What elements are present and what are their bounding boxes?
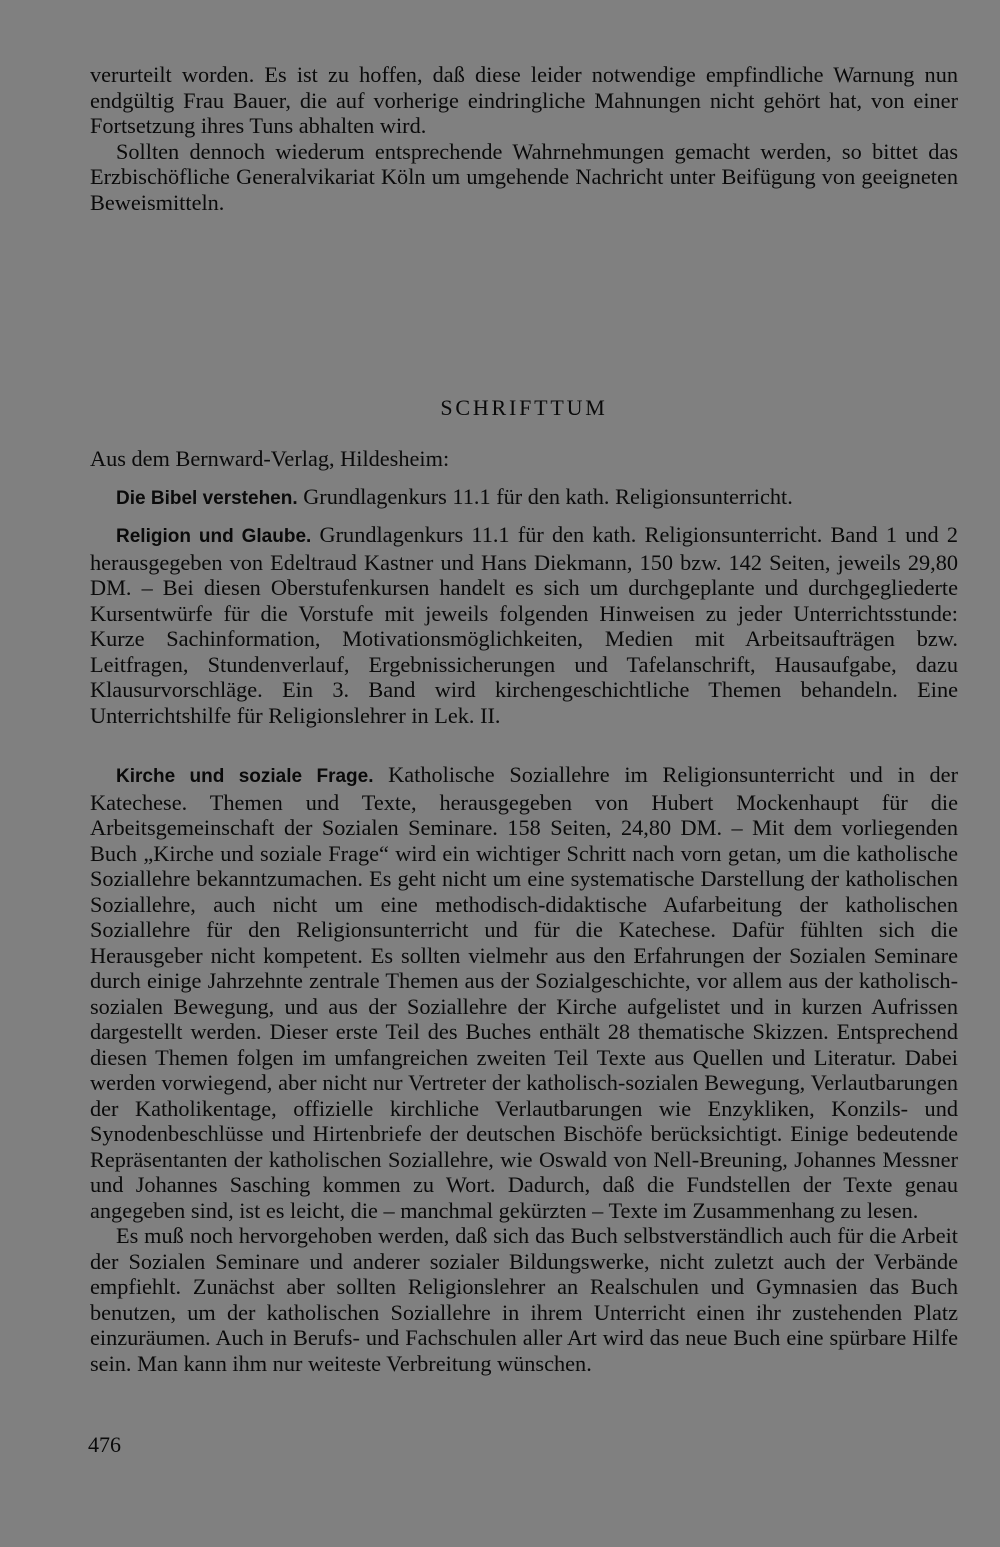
book-title: Kirche und soziale Frage.: [116, 766, 374, 787]
book-description: Katholische Soziallehre im Religionsunterricht und in der Katechese. Themen und Texte, herausgegeben von Hubert Mockenhaupt für die Arbeitsgemeinschaft der Sozialen Seminare. 158 Seiten, 24,80 DM. – Mit dem vorliegenden Buch „Kirche und soziale Frage“ wird ein wichtiger Schritt nach vorn getan, um die katholische Soziallehre bekanntzumachen. Es geht nicht um eine systematische Darstellung der katholischen Soziallehre, auch nicht um eine methodisch-didaktische Aufarbeitung der katholischen Soziallehre für den Religionsunterricht und für die Katechese. Dafür fühlten sich die Herausgeber nicht kompetent. Es sollten vielmehr aus den Erfahrungen der Sozialen Seminare durch einige Jahrzehnte zentrale Themen aus der Sozialgeschichte, vor allem aus der katholisch-sozialen Bewegung, und aus der Soziallehre der Kirche aufgelistet und in kurzen Aufrissen dargestellt werden. Dieser erste Teil des Buches enthält 28 thematische Skizzen. Entsprechend diesen Themen folgen im umfangreichen zweiten Teil Texte aus Quellen und Literatur. Dabei werden vorwiegend, aber nicht nur Vertreter der katholisch-sozialen Bewegung, Verlautbarungen der Katholikentage, offizielle kirchliche Verlautbarungen wie Enzykliken, Konzils- und Synodenbeschlüsse und Hirtenbriefe der deutschen Bischöfe berücksichtigt. Einige bedeutende Repräsentanten der katholischen Soziallehre, wie Oswald von Nell-Breuning, Johannes Messner und Johannes Sasching kommen zu Wort. Dadurch, daß die Fundstellen der Texte genau angegeben sind, ist es leicht, die – manchmal gekürzten – Texte im Zusammenhang zu lesen.: [90, 762, 958, 1223]
book-entry-religion: [90, 522, 958, 728]
intro-paragraph-2: Sollten dennoch wiederum entsprechende Wahrnehmungen gemacht werden, so bittet das Erzbischöfliche Generalvikariat Köln um umgehende Nachricht unter Beifügung von geeigneten Beweismitteln.: [90, 138, 958, 215]
publisher-line: Aus dem Bernward-Verlag, Hildesheim:: [90, 446, 450, 471]
intro-block: [90, 62, 958, 215]
book-description: Grundlagenkurs 11.1 für den kath. Religionsunterricht. Band 1 und 2 herausgegeben von Edeltraud Kastner und Hans Diekmann, 150 bzw. 142 Seiten, jeweils 29,80 DM. – Bei diesen Oberstufenkursen handelt es sich um durchgeplante und durchgegliederte Kursentwürfe für die Vorstufe mit jeweils folgenden Hinweisen zu jeder Unterrichtsstunde: Kurze Sachinformation, Motivationsmöglichkeiten, Medien mit Arbeitsaufträgen bzw. Leitfragen, Stundenverlauf, Ergebnissicherungen und Tafelanschrift, Hausaufgabe, dazu Klausurvorschläge. Ein 3. Band wird kirchengeschichtliche Themen behandeln. Eine Unterrichtshilfe für Religionslehrer in Lek. II.: [90, 522, 959, 728]
book-entry-bibel: [116, 484, 958, 512]
page-number: 476: [88, 1432, 121, 1457]
book-title: Religion und Glaube.: [116, 526, 312, 547]
book-entry-continuation: Es muß noch hervorgehoben werden, daß sich das Buch selbstverständlich auch für die Arbeit der Sozialen Seminare und anderer sozialer Bildungswerke, nicht zuletzt auch der Verbände empfiehlt. Zunächst aber sollten Religionslehrer an Realschulen und Gymnasien das Buch benutzen, um der katholischen Soziallehre in ihrem Unterricht einen ihr zustehenden Platz einzuräumen. Auch in Berufs- und Fachschulen aller Art wird das neue Buch eine spürbare Hilfe sein. Man kann ihm nur weiteste Verbreitung wünschen.: [90, 1223, 958, 1376]
book-entry-paragraph: [90, 522, 958, 728]
book-entry-paragraph: [90, 762, 958, 1223]
book-title: Die Bibel verstehen.: [116, 488, 298, 509]
book-entry-kirche: [90, 762, 958, 1376]
section-heading: SCHRIFTTUM: [440, 395, 608, 420]
book-description: Grundlagenkurs 11.1 für den kath. Religionsunterricht.: [297, 484, 793, 509]
intro-paragraph-1: verurteilt worden. Es ist zu hoffen, daß diese leider notwendige empfindliche Warnung nun endgültig Frau Bauer, die auf vorherige eindringliche Mahnungen nicht gehört hat, von einer Fortsetzung ihres Tuns abhalten wird.: [90, 62, 958, 138]
